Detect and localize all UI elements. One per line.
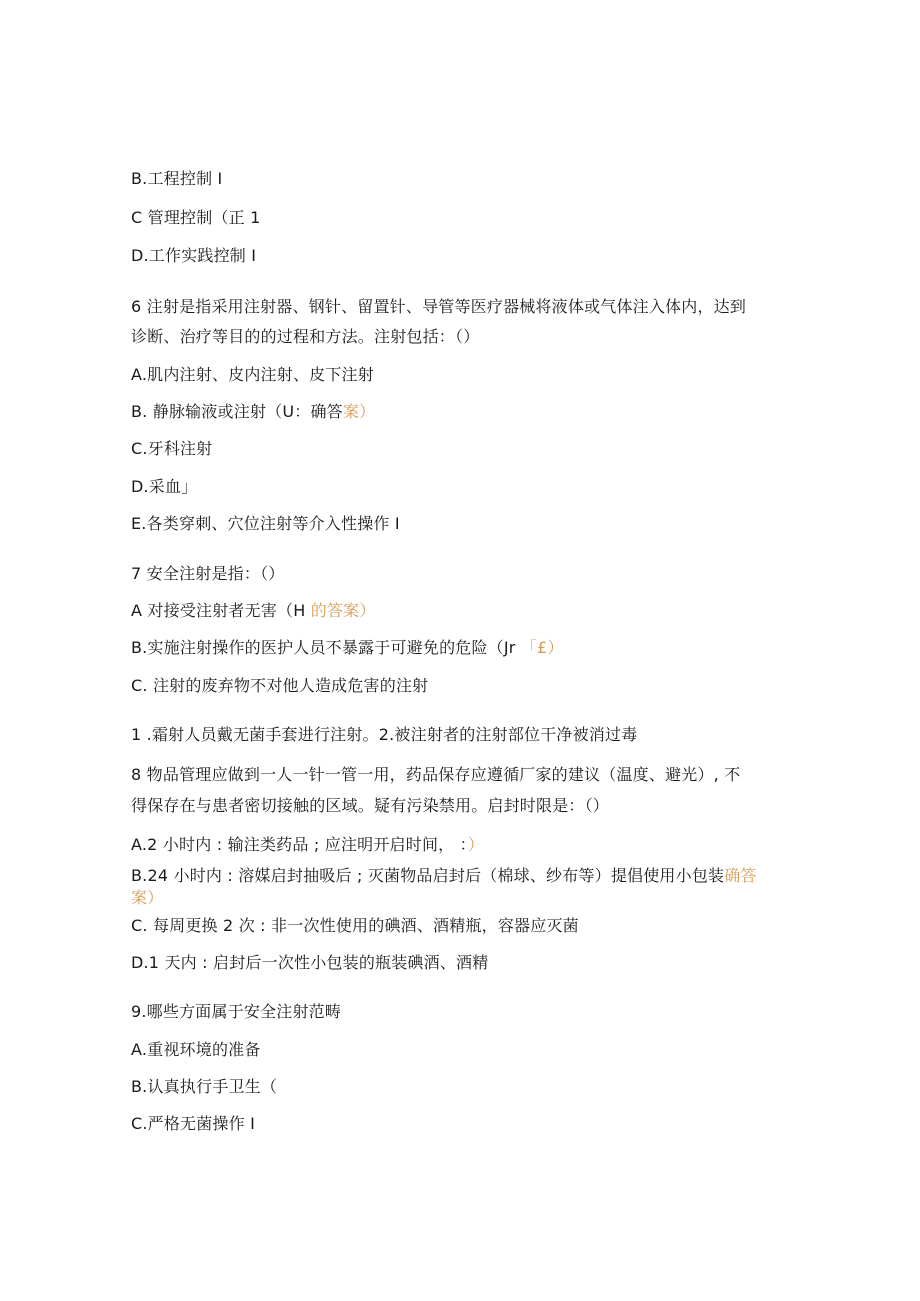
question-6-option-e: E.各类穿刺、穴位注射等介入性操作 I — [131, 514, 400, 533]
question-8-option-b: B.24 小时内 : 溶媒启封抽吸后 ; 灭菌物品启封后（棉球、纱布等）提倡使用小包装确答 — [131, 866, 757, 885]
question-6-option-b: B. 静脉输液或注射（U：确答案） — [131, 402, 376, 421]
question-8-line-2: 得保存在与患者密切接触的区域。疑有污染禁用。启封时限是：（） — [131, 796, 610, 815]
answer-mark: 「£） — [520, 638, 564, 657]
question-6-line-1: 6 注射是指采用注射器、钢针、留置针、导管等医疗器械将液体或气体注入体内，达到 — [131, 297, 747, 316]
question-9-option-a: A.重视环境的准备 — [131, 1040, 261, 1059]
option-b-engineering-control: B.工程控制 I — [131, 169, 223, 188]
answer-mark: 案） — [131, 888, 164, 907]
option-c-management-control: C 管理控制（正 1 — [131, 208, 261, 227]
answer-mark: ） — [467, 835, 485, 854]
answer-mark: 确答 — [724, 866, 757, 885]
question-7-option-c: C. 注射的废弃物不对他人造成危害的注射 — [131, 676, 429, 695]
question-8-option-b-continued — [131, 887, 781, 909]
question-8-line-1: 8 物品管理应做到一人一针一管一用，药品保存应遵循厂家的建议（温度、避光）, 不 — [131, 765, 741, 784]
question-6-option-a: A.肌内注射、皮内注射、皮下注射 — [131, 365, 374, 384]
question-7-option-a: A 对接受注射者无害（H 的答案） — [131, 601, 376, 620]
question-6-option-d: D.采血」 — [131, 477, 198, 496]
question-8-option-d: D.1 天内 : 启封后一次性小包装的瓶装碘酒、酒精 — [131, 953, 489, 972]
question-8-option-a: A.2 小时内 : 输注类药品 ; 应注明开启时间， ：） — [131, 835, 485, 854]
question-7-stem: 7 安全注射是指：（） — [131, 564, 285, 583]
question-8-option-c: C. 每周更换 2 次 : 非一次性使用的碘酒、酒精瓶，容器应灭菌 — [131, 916, 579, 935]
question-6-option-c: C.牙科注射 — [131, 439, 213, 458]
question-6-line-2: 诊断、治疗等目的的过程和方法。注射包括：（） — [131, 327, 480, 346]
question-7-option-b: B.实施注射操作的医护人员不暴露于可避免的危险（Jr 「£） — [131, 638, 564, 657]
question-9-option-b: B.认真执行手卫生（ — [131, 1077, 278, 1096]
option-d-work-practice-control: D.工作实践控制 I — [131, 246, 257, 265]
question-9-option-c: C.严格无菌操作 I — [131, 1114, 256, 1133]
question-7-extra-line: 1 .霜射人员戴无菌手套进行注射。2.被注射者的注射部位干净被消过毒 — [131, 725, 638, 744]
answer-mark: 案） — [342, 402, 376, 421]
question-9-stem: 9.哪些方面属于安全注射范畴 — [131, 1002, 342, 1021]
answer-mark: 的答案） — [310, 601, 376, 620]
